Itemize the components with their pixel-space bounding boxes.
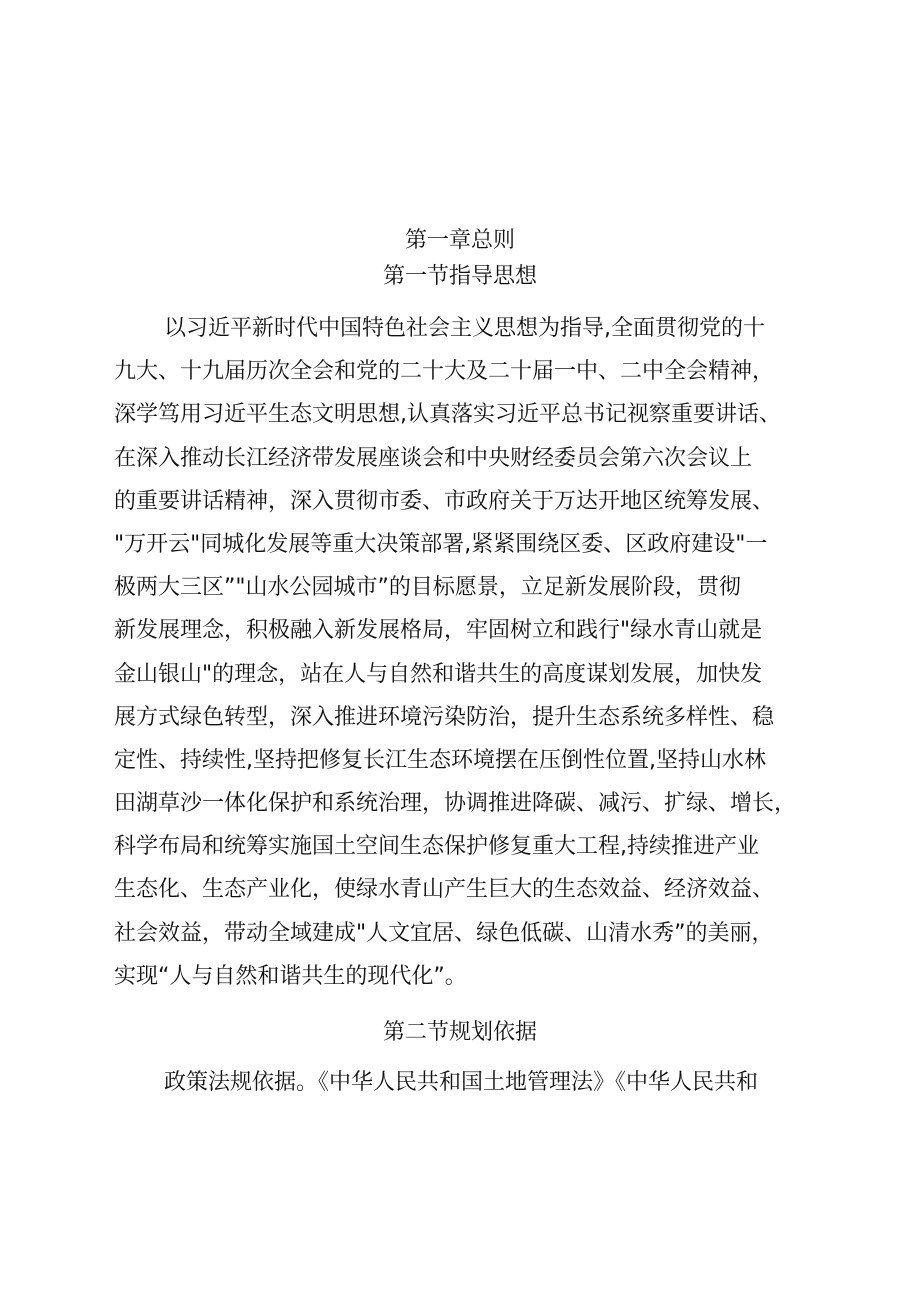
paragraph-line: 展方式绿色转型，深入推进环境污染防治，提升生态系统多样性、稳 — [114, 704, 775, 730]
paragraph-line: 社会效益，带动全域建成"人文宜居、绿色低碳、山清水秀”的美丽， — [114, 920, 774, 946]
paragraph-line: 田湖草沙一体化保护和系统治理，协调推进降碳、减污、扩绿、增长， — [114, 791, 797, 817]
paragraph-planning-basis — [114, 1061, 824, 1104]
paragraph-line: 政策法规依据。《中华人民共和国土地管理法》《中华人民共和 — [164, 1070, 759, 1095]
paragraph-line: 金山银山"的理念，站在人与自然和谐共生的高度谋划发展，加快发 — [114, 661, 763, 687]
paragraph-line: 科学布局和统筹实施国土空间生态保护修复重大工程,持续推进产业 — [114, 834, 759, 860]
paragraph-line: 定性、持续性,坚持把修复长江生态环境摆在压倒性位置,坚持山水林 — [114, 747, 766, 773]
paragraph-line: 以习近平新时代中国特色社会主义思想为指导,全面贯彻党的十 — [164, 316, 765, 341]
paragraph-guiding-ideology — [114, 307, 824, 998]
paragraph-line: 生态化、生态产业化，使绿水青山产生巨大的生态效益、经济效益、 — [114, 877, 775, 903]
section-title-guiding-ideology: 第一节指导思想 — [382, 264, 537, 289]
paragraph-line: 九大、十九届历次全会和党的二十大及二十届一中、二中全会精神， — [114, 359, 775, 385]
paragraph-line: 深学笃用习近平生态文明思想,认真落实习近平总书记视察重要讲话、 — [114, 402, 781, 428]
paragraph-line: 在深入推动长江经济带发展座谈会和中央财经委员会第六次会议上 — [114, 445, 753, 471]
paragraph-line: "万开云"同城化发展等重大决策部署,紧紧围绕区委、区政府建设"一 — [114, 531, 768, 557]
paragraph-line: 新发展理念，积极融入新发展格局，牢固树立和践行"绿水青山就是 — [114, 618, 763, 644]
section-title-planning-basis: 第二节规划依据 — [382, 1020, 537, 1045]
chapter-title: 第一章总则 — [404, 228, 515, 253]
paragraph-line: 实现“人与自然和谐共生的现代化”。 — [114, 963, 467, 989]
paragraph-line: 的重要讲话精神，深入贯彻市委、市政府关于万达开地区统筹发展、 — [114, 488, 775, 514]
paragraph-line: 极两大三区”"山水公园城市”的目标愿景，立足新发展阶段，贯彻 — [114, 575, 741, 601]
